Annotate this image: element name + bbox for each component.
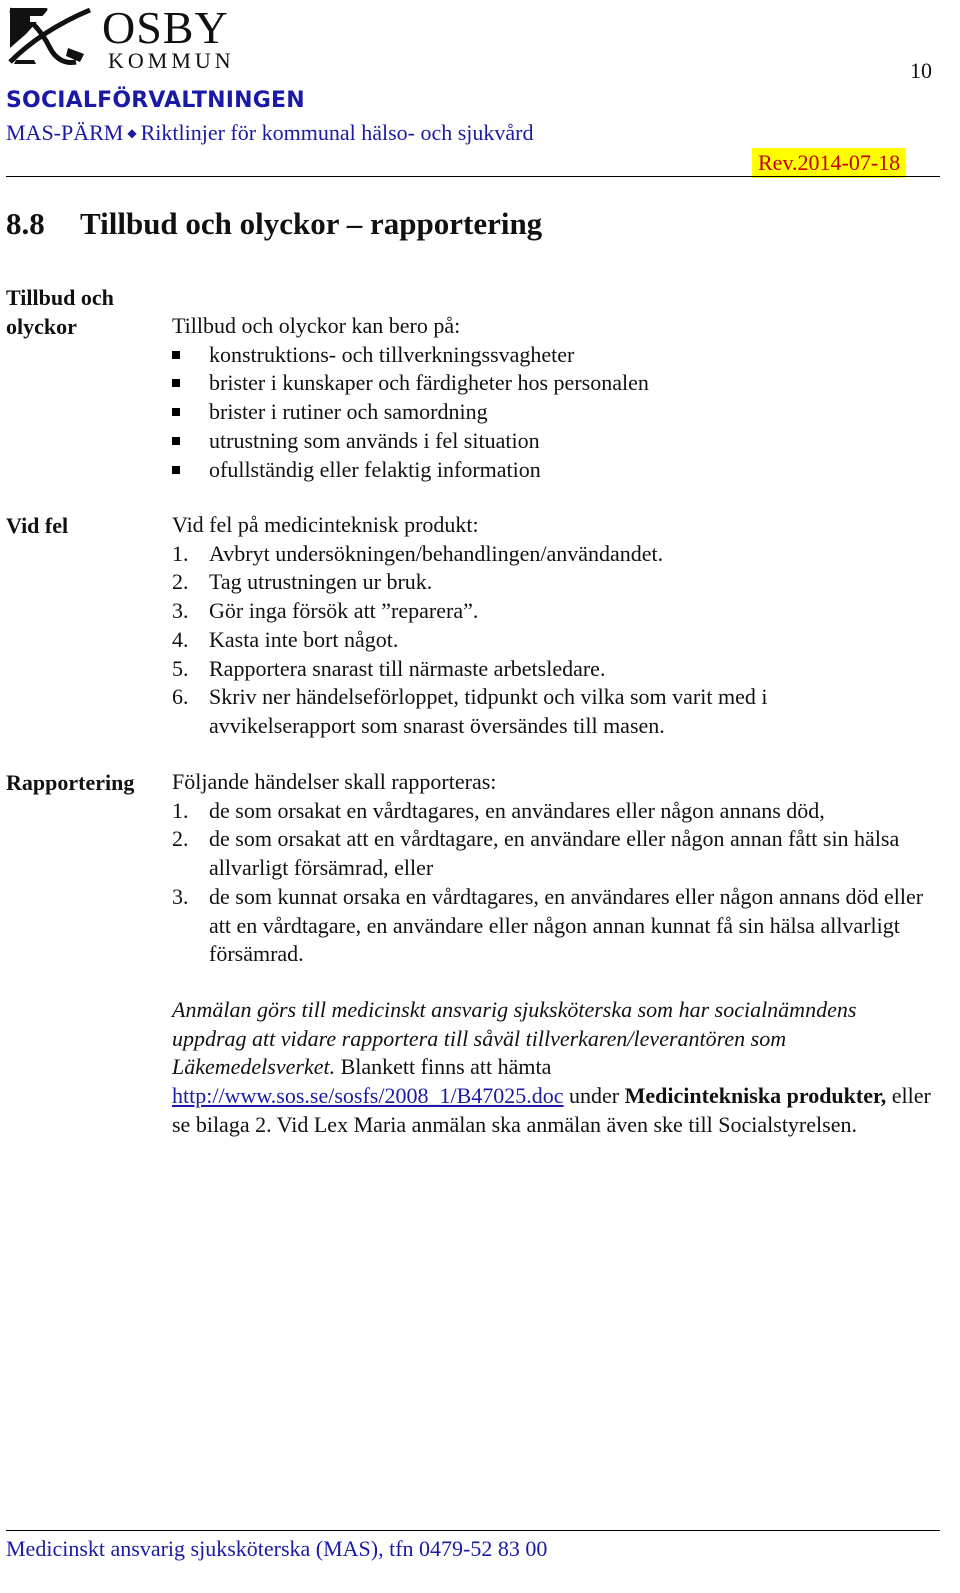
bold-term: Medicintekniska produkter, [624,1083,887,1109]
list-item: 6. Skriv ner händelseförloppet, tidpunkt och vilka som varit med i avvikelserapport som snarast översändes till masen. [172,684,768,738]
list-item: konstruktions- och tillverkningssvagheter [172,341,942,370]
list-item: 3. Gör inga försök att ”reparera”. [172,598,479,624]
list-item: 5. Rapportera snarast till närmaste arbetsledare. [172,655,606,681]
section-heading [6,206,542,242]
block-intro: Vid fel på medicinteknisk produkt: [172,512,479,537]
italic-notice: Anmälan görs till medicinskt ansvarig sjuksköterska som har socialnämndens uppdrag att vidare rapportera till såväl tillverkaren/leverantören som Läkemedelsverket. [172,997,857,1080]
block-vid-fel [172,511,942,741]
reporting-instructions: Anmälan görs till medicinskt ansvarig sjuksköterska som har socialnämndens uppdrag att vidare rapportera till såväl tillverkaren/leverantören som Läkemedelsverket. Blankett finns att hämta http://www.sos.se/sosfs/2008_1/B47025.doc under Medicintekniska produkter, eller se bilaga 2. Vid Lex Maria anmälan ska anmälan även ske till Socialstyrelsen. [172,997,931,1137]
section-number: 8.8 [6,206,45,241]
list-item: 1. Avbryt undersökningen/behandlingen/användandet. [172,540,664,566]
side-label-rapportering: Rapportering [6,770,135,795]
subtitle-binder: MAS-PÄRM [6,120,124,145]
list-item: 2. de som orsakat att en vårdtagare, en användare eller någon annan fått sin hälsa allvarligt försämrad, eller [172,826,900,881]
side-label-vid-fel: Vid fel [6,513,69,538]
revision-date: Rev.2014-07-18 [752,148,906,178]
list-item: 1. de som orsakat en vårdtagares, en användares eller någon annans död, [172,797,825,823]
list-item: brister i kunskaper och färdigheter hos personalen [172,369,942,398]
block-intro: Tillbud och olyckor kan bero på: [172,313,461,338]
page-number: 10 [910,58,932,83]
list-item: ofullständig eller felaktig information [172,456,942,485]
report-list [172,797,942,969]
list-item: 2. Tag utrustningen ur bruk. [172,569,433,595]
department-name: SOCIALFÖRVALTNINGEN [6,88,305,113]
block-rapportering [172,768,942,969]
side-label-tillbud: Tillbud och olyckor [6,285,114,339]
header-divider [6,176,940,177]
logo-subtitle: KOMMUN [108,48,235,73]
list-item: utrustning som används i fel situation [172,427,942,456]
list-item: 4. Kasta inte bort något. [172,626,399,652]
block-intro: Följande händelser skall rapporteras: [172,769,497,794]
subtitle-guidelines: Riktlinjer för kommunal hälso- och sjukvård [140,120,534,145]
list-item: 3. de som kunnat orsaka en vårdtagares, en användares eller någon annans död eller att en vårdtagare, en användare eller någon annan kunnat få sin hälsa allvarligt försämrad. [172,883,924,967]
block-tillbud [172,312,942,484]
document-subtitle [6,120,533,146]
footer-divider [6,1530,940,1531]
step-list [172,540,942,741]
list-item: brister i rutiner och samordning [172,398,942,427]
section-title: Tillbud och olyckor – rapportering [80,206,543,241]
footer-contact: Medicinskt ansvarig sjuksköterska (MAS), tfn 0479-52 83 00 [6,1536,548,1561]
cause-list [172,341,942,485]
logo-name: OSBY [102,2,229,53]
osby-logo-emblem [6,4,94,68]
form-link[interactable]: http://www.sos.se/sosfs/2008_1/B47025.doc [172,1083,564,1109]
diamond-icon: ◆ [127,126,137,140]
